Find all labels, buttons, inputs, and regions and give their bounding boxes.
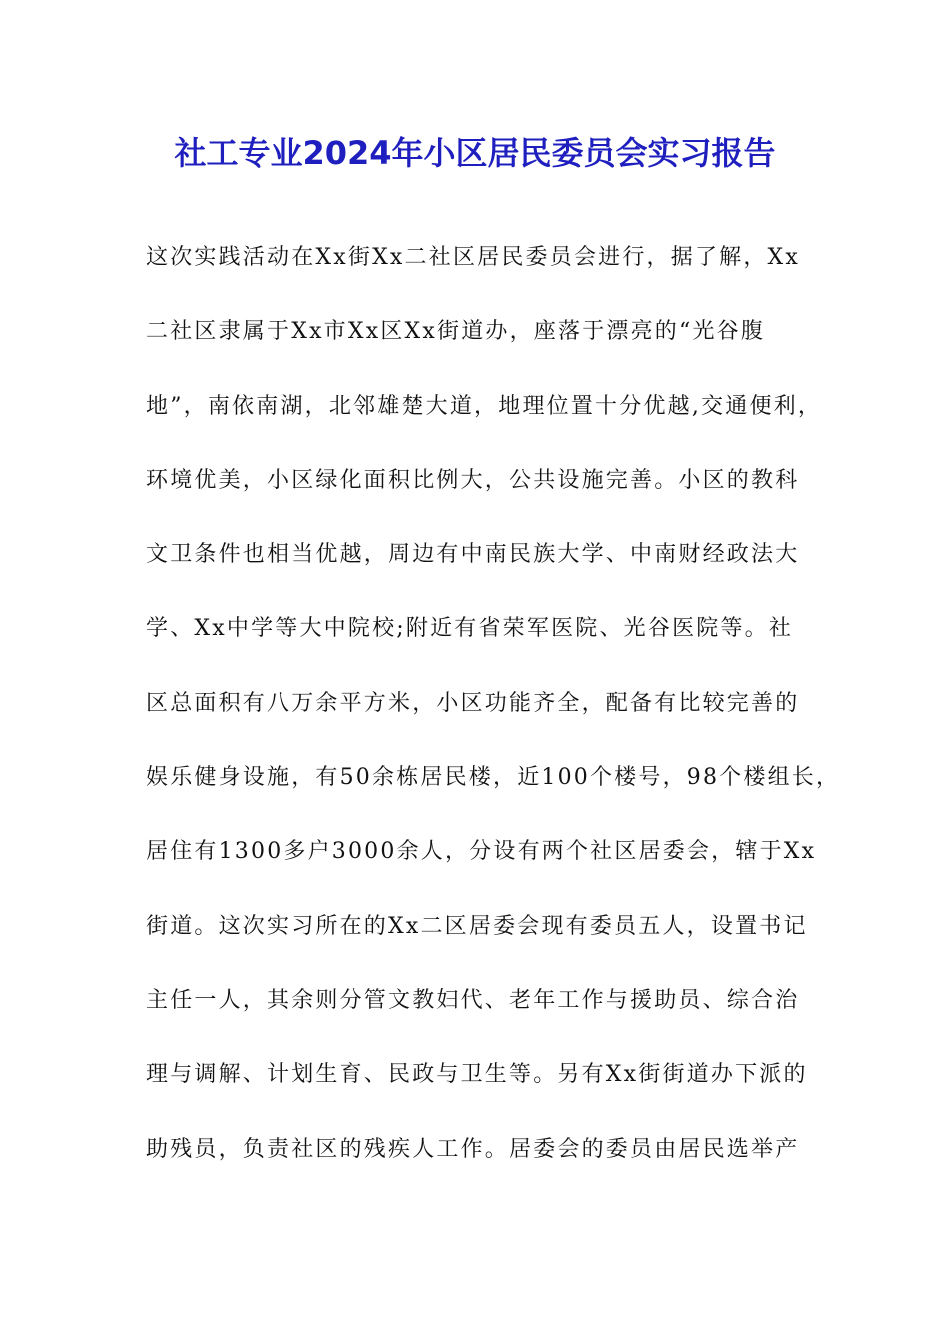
- body-line: 环境优美，小区绿化面积比例大，公共设施完善。小区的教科: [146, 467, 800, 493]
- body-line: 理与调解、计划生育、民政与卫生等。另有Xx街街道办下派的: [146, 1062, 808, 1088]
- body-line: 区总面积有八万余平方米，小区功能齐全，配备有比较完善的: [146, 690, 800, 716]
- body-line: 居住有1300多户3000余人，分设有两个社区居委会，辖于Xx: [146, 839, 817, 865]
- body-line: 助残员，负责社区的残疾人工作。居委会的委员由居民选举产: [146, 1136, 800, 1162]
- body-line: 街道。这次实习所在的Xx二区居委会现有委员五人，设置书记: [146, 913, 808, 939]
- document-title: 社工专业2024年小区居民委员会实习报告: [174, 134, 776, 172]
- body-line: 学、Xx中学等大中院校;附近有省荣军医院、光谷医院等。社: [146, 616, 794, 642]
- body-line: 地”，南依南湖，北邻雄楚大道，地理位置十分优越,交通便利，: [146, 393, 823, 419]
- body-line: 主任一人，其余则分管文教妇代、老年工作与援助员、综合治: [146, 987, 800, 1013]
- body-line: 娱乐健身设施，有50余栋居民楼，近100个楼号，98个楼组长，: [146, 765, 841, 791]
- body-line: 二社区隶属于Xx市Xx区Xx街道办，座落于漂亮的“光谷腹: [146, 319, 766, 345]
- document-body: [146, 240, 841, 1206]
- body-line: 这次实践活动在Xx街Xx二社区居民委员会进行，据了解，Xx: [146, 245, 801, 270]
- body-line: 文卫条件也相当优越，周边有中南民族大学、中南财经政法大: [146, 542, 800, 568]
